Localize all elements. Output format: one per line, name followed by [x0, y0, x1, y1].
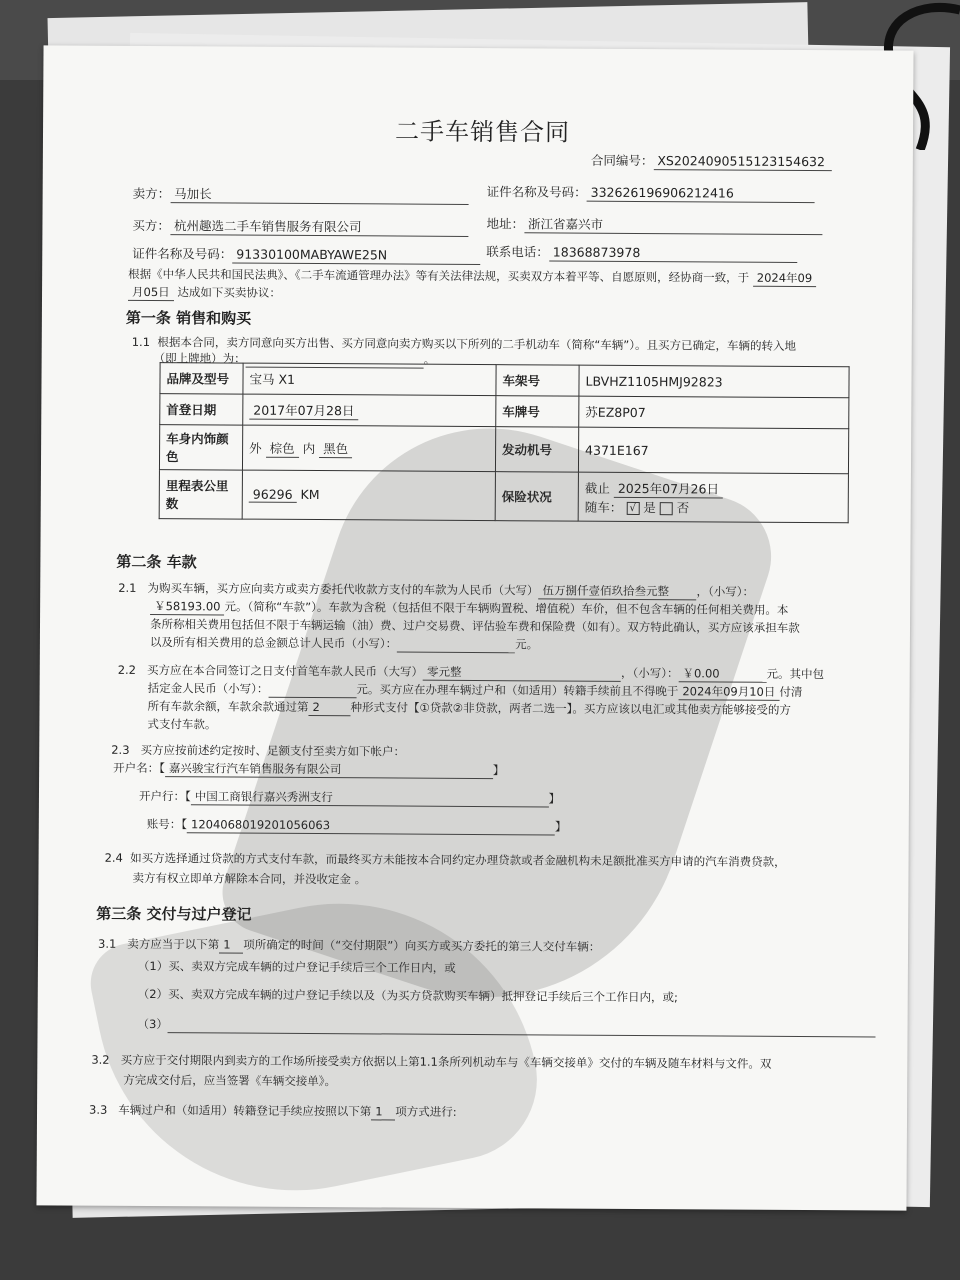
engine-value: 4371E167	[578, 427, 848, 474]
clause-text: 为购买车辆，买方应向卖方或卖方委托代收款方支付的车款为人民币（大写）	[147, 580, 539, 598]
clause-text: 如买方选择通过贷款的方式支付车款，而最终买方未能按本合同约定办理贷款或者金融机构未足额批准买方申请的汽车消费贷款，	[130, 850, 786, 869]
clause-text-c: 括定金人民币（小写）：	[147, 681, 269, 696]
mileage-value: 96296	[249, 487, 297, 503]
deadline-date: 2024年09月10日	[678, 683, 779, 701]
clause-3-1	[98, 936, 600, 956]
mileage-unit: KM	[300, 486, 320, 503]
preamble-line2	[128, 284, 281, 302]
clause-text-g: 种形式支付【①贷款②非贷款，两者二选一】。买方应该以电汇或其他卖方能够接受的方	[350, 700, 791, 717]
first-payment: ￥0.00	[678, 665, 766, 683]
account-bank-label: 开户行：	[138, 788, 186, 804]
brand-label: 品牌及型号	[160, 363, 243, 395]
clause-end: 元。	[515, 637, 539, 652]
account-number: 1204068019201056063	[187, 816, 555, 835]
color-label: 车身内饰颜色	[159, 425, 242, 471]
clause-3-3	[89, 1102, 457, 1121]
color-out: 棕色	[266, 438, 299, 457]
reg-date-cell	[243, 394, 496, 427]
engine-label: 发动机号	[495, 427, 578, 473]
clause-2-2-line3	[147, 698, 790, 719]
preamble-text-2: 达成如下买卖协议：	[177, 285, 281, 300]
clause-2-4-line2: 卖方有权立即单方解除本合同，并没收定金 。	[132, 870, 367, 887]
payment-method: 2	[308, 699, 350, 716]
article-1-title: 第一条 销售和购买	[125, 308, 252, 328]
yes-checkbox[interactable]: √	[626, 501, 639, 514]
color-cell	[242, 425, 495, 472]
mileage-label: 里程表公里数	[159, 470, 242, 520]
reg-date-value: 2017年07月28日	[249, 400, 358, 420]
option-2: （2）买、卖双方完成车辆的过户登记手续以及（为买方贷款购买车辆）抵押登记手续后三个工作日内，或;	[137, 986, 678, 1005]
reg-date-label: 首登日期	[160, 394, 243, 426]
clause-number: 2.4	[104, 850, 123, 865]
account-bank-row: 开户行：【 中国工商银行嘉兴秀洲支行 】	[138, 788, 561, 806]
table-row	[159, 470, 848, 523]
option-1: （1）买、卖双方完成车辆的过户登记手续后三个工作日内，或	[137, 958, 456, 975]
clause-text-b: 项方式进行:	[395, 1104, 457, 1119]
address-label: 地址：	[486, 216, 525, 232]
clause-number: 3.2	[91, 1052, 110, 1067]
article-2-title: 第二条 车款	[116, 552, 197, 572]
clause-text: 卖方应当于以下第	[127, 936, 220, 952]
buyer-label: 买方：	[132, 217, 171, 234]
buyer-name: 杭州趣选二手车销售服务有限公司	[170, 218, 468, 237]
clause-text-2: （即上牌地）为：	[153, 351, 246, 366]
clause-text-e: 付清	[779, 684, 803, 700]
vehicle-info-table	[159, 362, 850, 523]
vin-label: 车架号	[496, 365, 579, 397]
clause-number: 2.3	[111, 742, 130, 757]
seller-id: 332626196906212416	[587, 185, 815, 203]
article-3-title: 第三条 交付与过户登记	[96, 904, 252, 924]
first-payment-cn: 零元整	[423, 664, 621, 682]
small-label: ，（小写）：	[696, 584, 755, 599]
brand-value: 宝马 X1	[243, 363, 496, 396]
contract-number-row	[591, 153, 832, 171]
contract-number: XS2024090515123154632	[653, 153, 831, 171]
page-title: 二手车销售合同	[394, 117, 571, 147]
yes-label: 是	[643, 499, 656, 515]
clause-text-b: 项所确定的时间（“交付期限”）向买方或买方委托的第三人交付车辆：	[243, 937, 601, 954]
clause-text-4: 以及所有相关费用的总金额总计人民币（小写）：	[149, 635, 398, 651]
phone-row	[486, 244, 797, 263]
color-in: 黑色	[319, 439, 352, 458]
preamble-date-a: 2024年09	[753, 270, 817, 287]
insurance-cell	[578, 472, 848, 523]
seller-id-row	[487, 184, 815, 203]
clause-number: 1.1	[131, 334, 151, 350]
delivery-item: 1	[219, 936, 243, 953]
clause-text: 根据本合同，卖方同意向买方出售、买方同意向卖方购买以下所列的二手机动车（简称“车辆”）。且买方已确定，车辆的转入地	[157, 335, 797, 353]
clause-2-1-line3: 条所称相关费用包括但不限于车辆运输（油）费、过户交易费、评估验车费和保险费（如有）。双方特此确认，买方应该承担车款	[149, 617, 800, 635]
with-car-label: 随车：	[584, 499, 623, 515]
account-number-row: 账号：【 1204068019201056063 】	[146, 816, 567, 834]
account-name-row: 开户名：【 嘉兴骏宝行汽车销售服务有限公司 】	[113, 760, 505, 778]
contract-page	[36, 45, 913, 1210]
account-name: 嘉兴骏宝行汽车销售服务有限公司	[165, 760, 493, 779]
clause-2-4	[105, 850, 786, 870]
insurance-label: 保险状况	[495, 472, 578, 522]
small-label: ，（小写）：	[620, 665, 679, 681]
transfer-item: 1	[371, 1103, 395, 1120]
clause-text-d: 元。买方应在办理车辆过户和（如适用）转籍手续前且不得晚于	[356, 682, 679, 699]
option-3	[138, 1016, 876, 1038]
clause-text-f: 所有车款余额，车款余款通过第	[147, 699, 309, 714]
clause-number: 2.2	[117, 662, 137, 677]
seller-row	[133, 186, 469, 205]
mileage-cell	[242, 470, 495, 521]
clause-text: 买方应按前述约定按时、足额支付至卖方如下帐户：	[140, 742, 406, 759]
clause-text: 车辆过户和（如适用）转籍登记手续应按照以下第	[118, 1102, 372, 1119]
clause-number: 3.3	[89, 1102, 108, 1117]
plate-label: 车牌号	[496, 396, 579, 428]
clause-number: 2.1	[118, 580, 137, 595]
clause-text: 买方应在本合同签订之日支付首笔车款人民币（大写）	[146, 662, 424, 679]
color-in-label: 内	[302, 440, 316, 456]
buyer-row	[132, 218, 468, 237]
clause-text-2: 元。（简称“车款”）。车款为含税（包括但不限于车辆购置税、增值税）车价，但不包含车辆的任何相关费用。本	[224, 599, 789, 617]
total-amount-cn: 伍万捌仟壹佰玖拾叁元整	[538, 582, 696, 600]
table-row	[159, 425, 848, 474]
address: 浙江省嘉兴市	[524, 216, 822, 235]
clause-text-b: 元。其中包	[766, 666, 825, 682]
clause-3-2	[91, 1052, 771, 1072]
clause-text: 买方应于交付期限内到卖方的工作场所接受卖方依据以上第1.1条所列机动车与《车辆交接单》交付的车辆及随车材料与文件。双	[120, 1052, 772, 1071]
clause-number: 3.1	[98, 936, 117, 951]
table-row	[160, 394, 849, 429]
preamble-text: 根据《中华人民共和国民法典》、《二手车流通管理办法》等有关法律法规，买卖双方本着平等、自愿原则，经协商一致，于	[128, 266, 750, 285]
color-out-label: 外	[249, 440, 262, 456]
clause-2-2-line4: 式支付车款。	[147, 717, 217, 732]
total-amount: ￥58193.00	[150, 598, 224, 615]
phone: 18368873978	[549, 244, 797, 263]
clause-3-2-line2: 方完成交付后，应当签署《车辆交接单》。	[123, 1072, 337, 1089]
seller-id-label: 证件名称及号码：	[486, 184, 587, 200]
buyer-id: 91330100MABYAWE25N	[232, 247, 480, 266]
table-row	[160, 363, 849, 398]
phone-label: 联系电话：	[486, 244, 549, 260]
clause-end: 。	[423, 352, 436, 367]
contract-number-label: 合同编号：	[590, 152, 654, 169]
no-label: 否	[676, 499, 690, 515]
account-bank: 中国工商银行嘉兴秀洲支行	[191, 788, 549, 807]
account-name-label: 开户名：	[113, 760, 160, 776]
address-row	[486, 216, 822, 235]
option-3-label: （3）	[137, 1016, 168, 1032]
account-number-label: 账号：	[146, 816, 182, 832]
seller-name: 马加长	[170, 186, 468, 205]
no-checkbox[interactable]	[660, 502, 673, 515]
insurance-prefix: 截止	[584, 480, 610, 496]
clause-2-1-line4	[150, 634, 538, 653]
clause-2-3	[111, 742, 405, 760]
plate-value: 苏EZ8P07	[579, 396, 849, 429]
vin-value: LBVHZ1105HMJ92823	[579, 365, 849, 398]
seller-label: 卖方：	[132, 185, 171, 202]
insurance-date: 2025年07月26日	[614, 478, 723, 498]
buyer-id-label: 证件名称及号码：	[132, 245, 233, 262]
preamble-date-b: 月05日	[128, 284, 174, 301]
buyer-id-row	[132, 246, 480, 265]
